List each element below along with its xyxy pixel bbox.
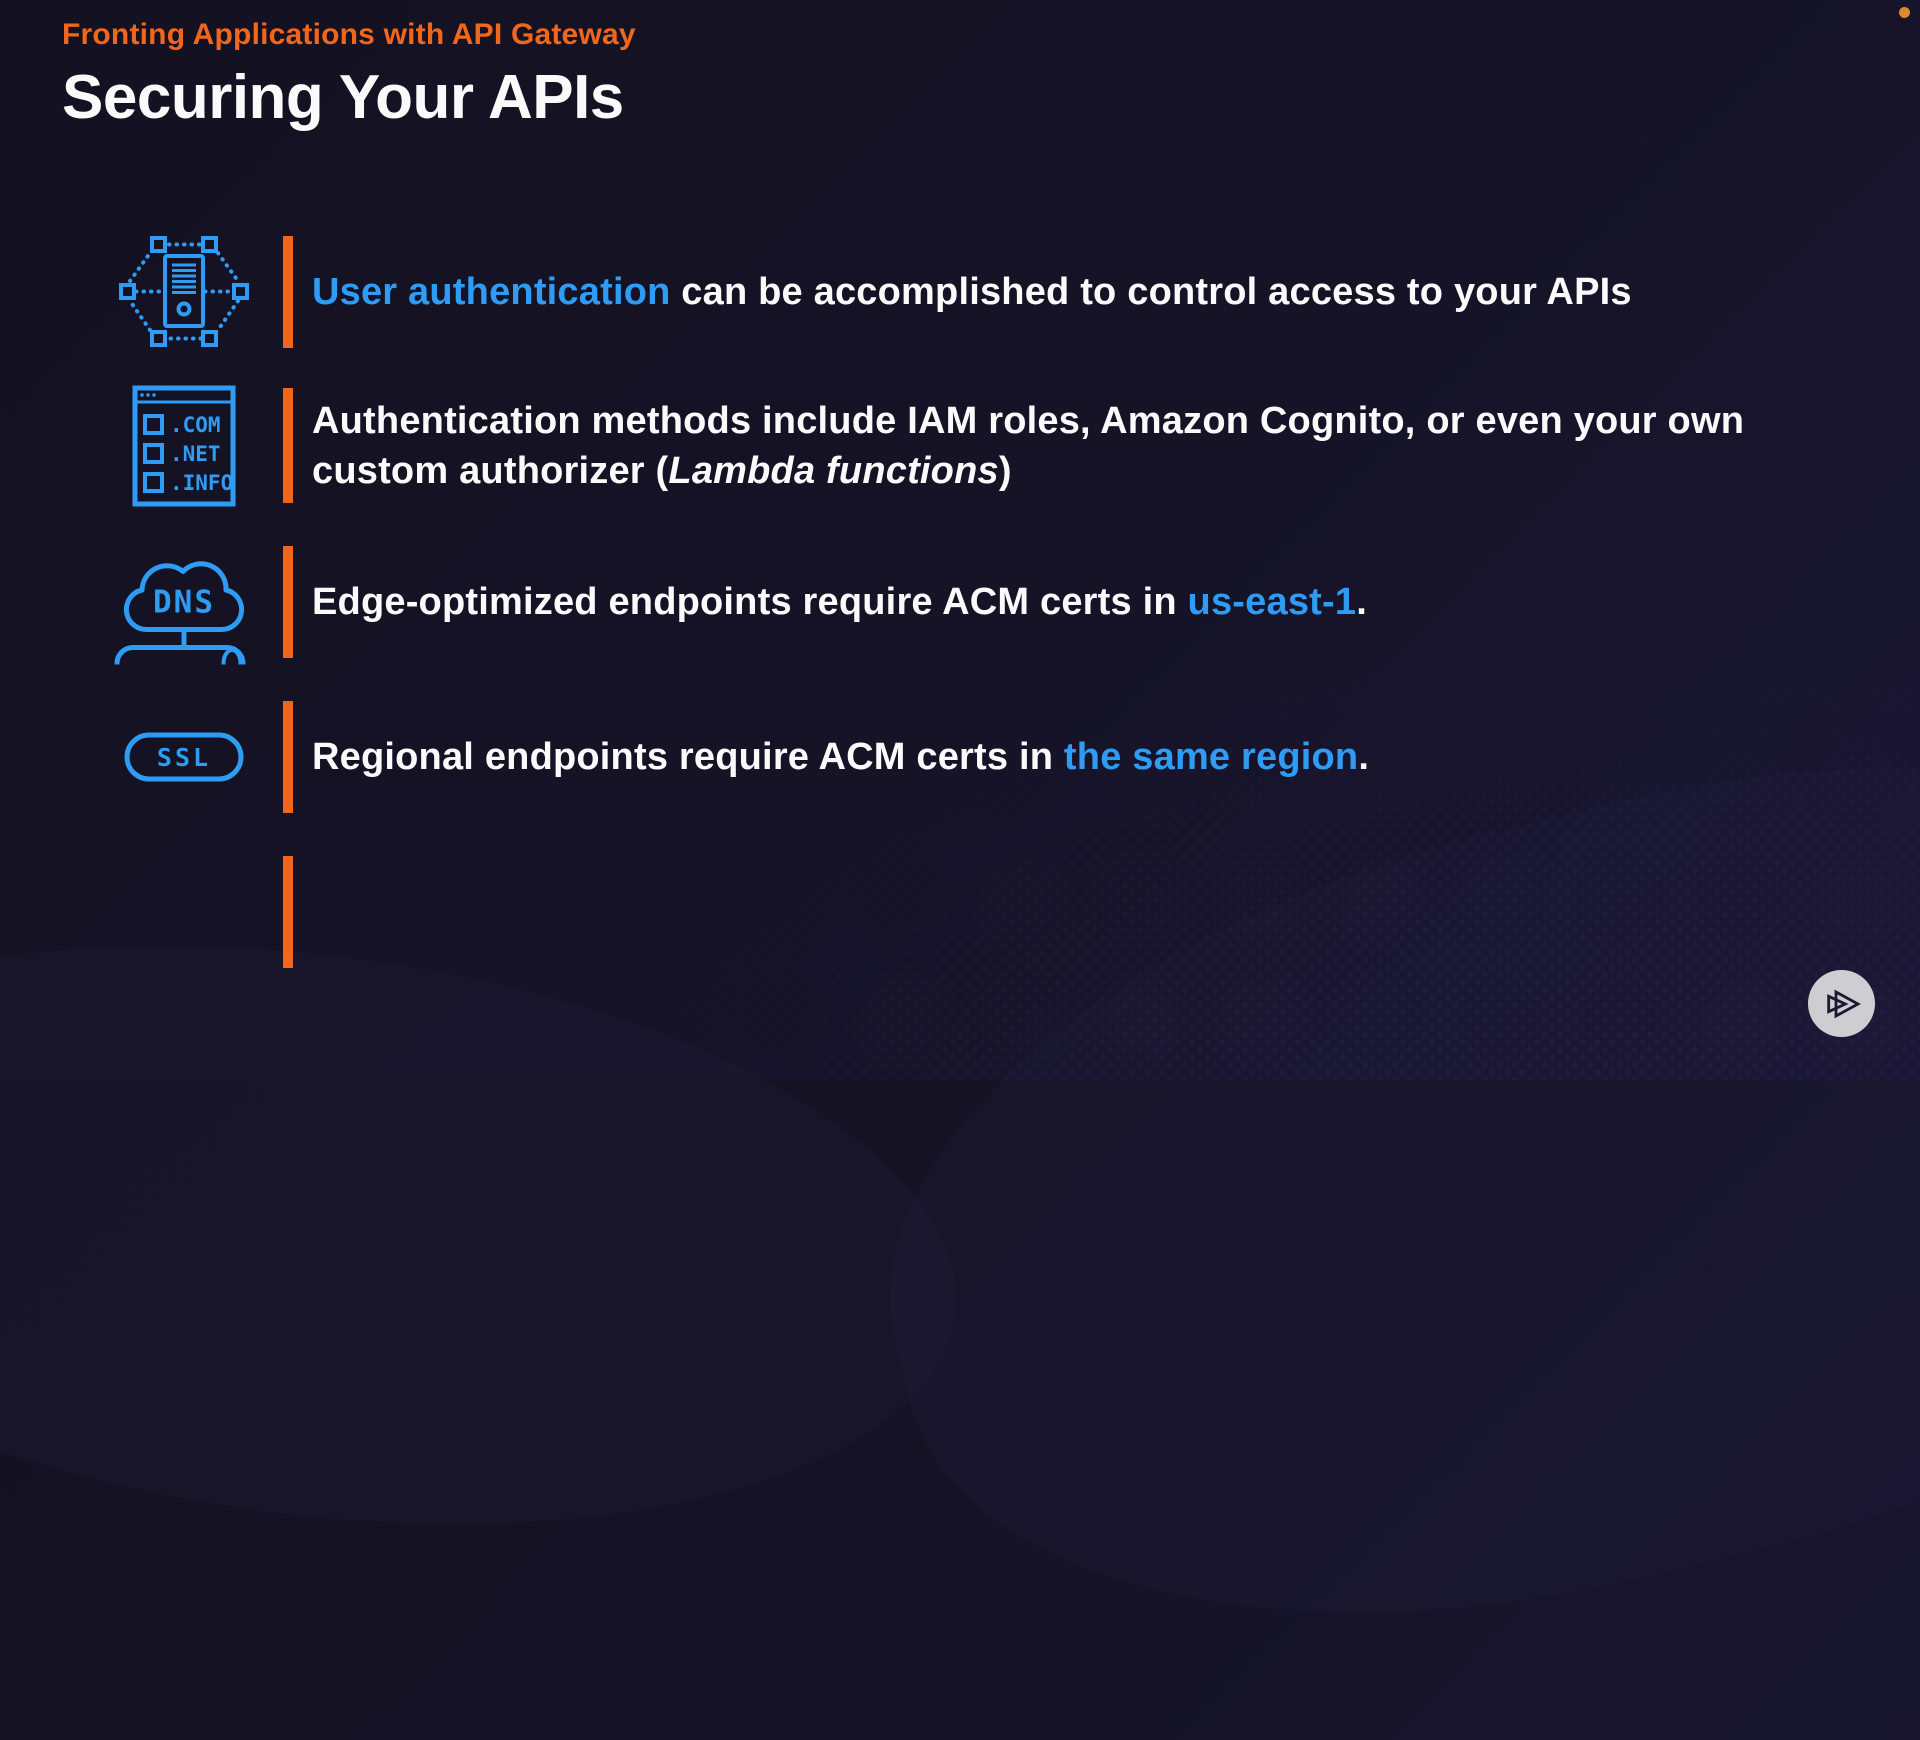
slide-header bbox=[62, 18, 636, 133]
play-button[interactable] bbox=[1808, 970, 1875, 1037]
dns-label: DNS bbox=[153, 584, 215, 621]
background-wave-shape bbox=[0, 878, 989, 1592]
bullet-row-user-authentication bbox=[0, 236, 1920, 348]
dns-cloud-icon bbox=[104, 540, 264, 665]
course-title: Fronting Applications with API Gateway bbox=[62, 18, 636, 51]
page-title: Securing Your APIs bbox=[62, 63, 624, 132]
accent-bar bbox=[283, 236, 293, 348]
network-server-icon bbox=[104, 236, 264, 348]
bullet-text: Edge-optimized endpoints require ACM certs in us-east-1. bbox=[312, 581, 1367, 623]
accent-bar bbox=[283, 701, 293, 813]
accent-bar bbox=[283, 546, 293, 658]
bullet-row-authentication-methods bbox=[0, 388, 1920, 503]
recording-indicator-dot bbox=[1899, 7, 1910, 18]
bullet-row-empty bbox=[0, 856, 1920, 968]
bullet-text: Authentication methods include IAM roles, Amazon Cognito, or even your own custom authorizer (Lambda functions) bbox=[312, 399, 1745, 492]
domain-net-label: .NET bbox=[170, 441, 221, 466]
bullet-row-regional-endpoints bbox=[0, 701, 1920, 813]
bullet-text: User authentication can be accomplished to control access to your APIs bbox=[312, 271, 1632, 313]
ssl-badge-icon bbox=[104, 732, 264, 782]
bullet-text: Regional endpoints require ACM certs in the same region. bbox=[312, 736, 1370, 778]
domain-info-label: .INFO bbox=[170, 470, 234, 495]
ssl-label: SSL bbox=[156, 743, 212, 772]
accent-bar bbox=[283, 388, 293, 503]
accent-bar bbox=[283, 856, 293, 968]
domains-browser-icon bbox=[104, 385, 264, 507]
bullet-row-edge-optimized bbox=[0, 546, 1920, 658]
domain-com-label: .COM bbox=[170, 412, 221, 437]
pluralsight-play-icon bbox=[1816, 982, 1868, 1026]
